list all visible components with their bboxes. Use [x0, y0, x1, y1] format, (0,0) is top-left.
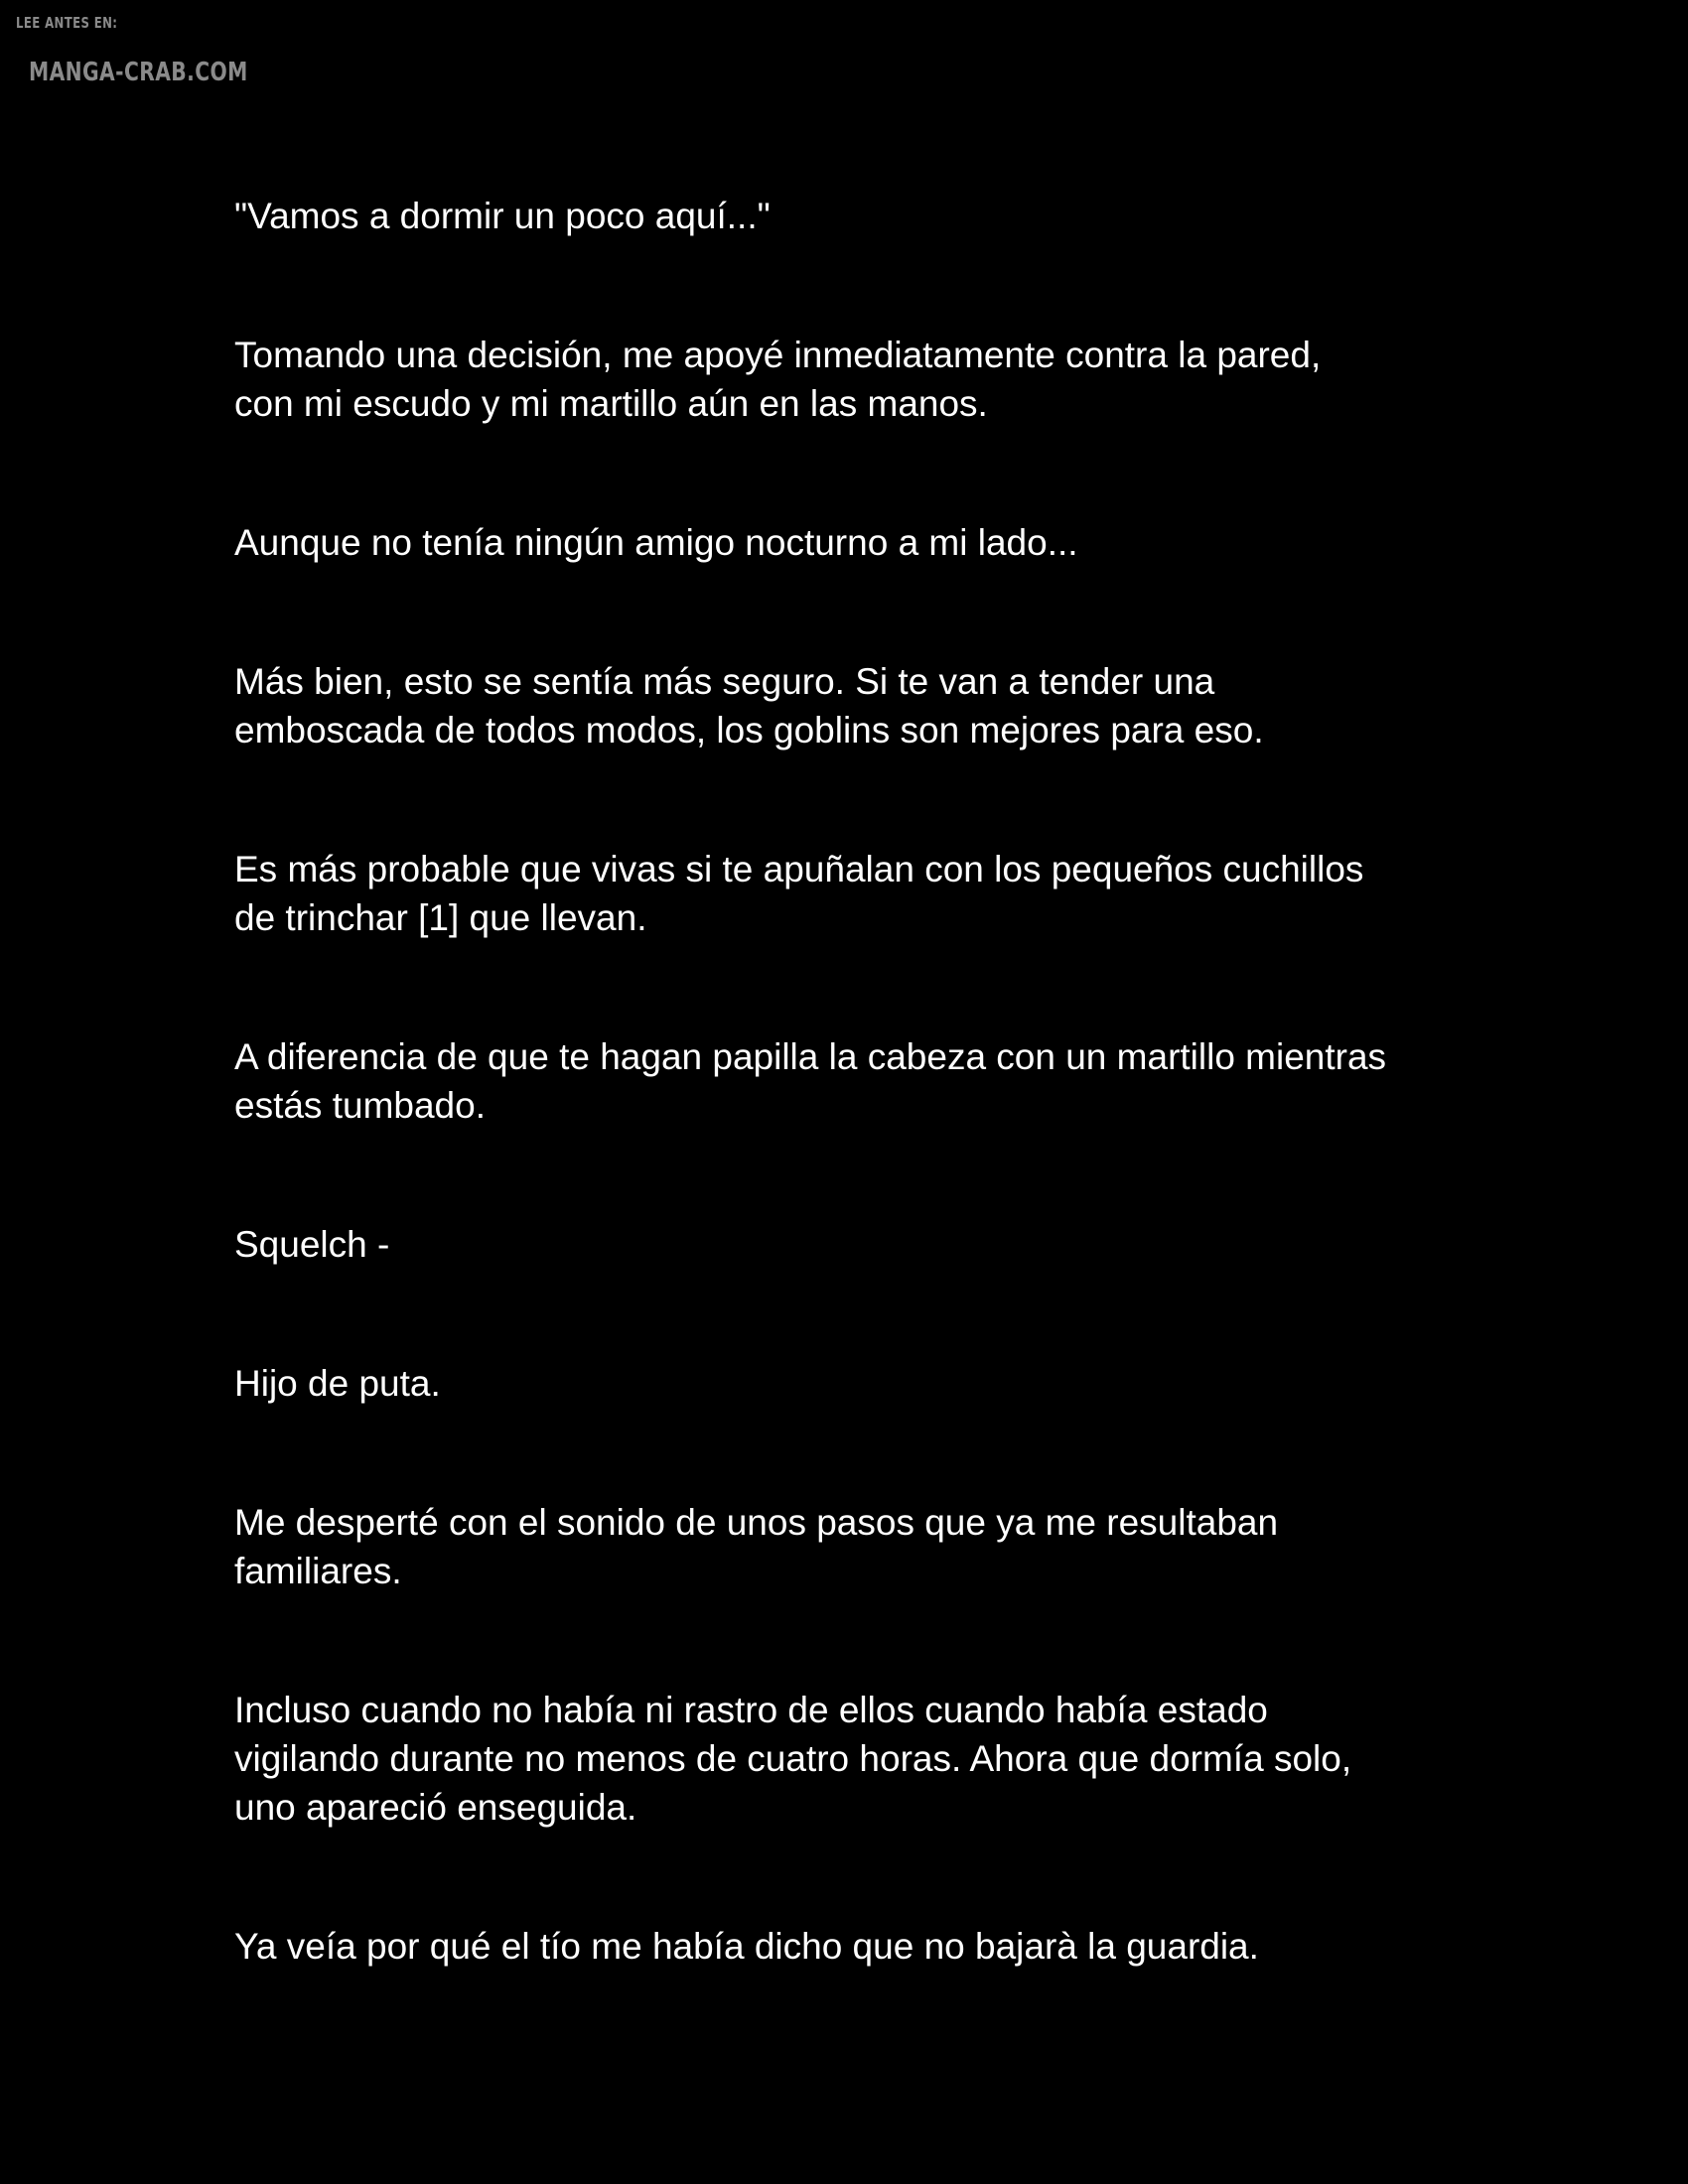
text-line: Squelch - [234, 1224, 390, 1265]
text-line: uno apareció enseguida. [234, 1787, 637, 1828]
paragraph [234, 1359, 1485, 1408]
paragraph [234, 1032, 1485, 1130]
paragraph [234, 1220, 1485, 1269]
text-line: de trinchar [1] que llevan. [234, 897, 647, 938]
text-line: vigilando durante no menos de cuatro horas. Ahora que dormía solo, [234, 1738, 1352, 1779]
text-line: estás tumbado. [234, 1085, 486, 1126]
paragraph [234, 1686, 1485, 1832]
text-line: con mi escudo y mi martillo aún en las manos. [234, 383, 988, 424]
text-line: Incluso cuando no había ni rastro de ellos cuando había estado [234, 1690, 1268, 1730]
text-line: Aunque no tenía ningún amigo nocturno a mi lado... [234, 522, 1078, 563]
paragraph [234, 1922, 1485, 1971]
text-line: familiares. [234, 1551, 402, 1591]
text-line: Más bien, esto se sentía más seguro. Si te van a tender una [234, 661, 1215, 702]
text-line: emboscada de todos modos, los goblins son mejores para eso. [234, 710, 1264, 751]
watermark-site: MANGA-CRAB.COM [29, 58, 248, 87]
paragraph [234, 518, 1485, 567]
paragraph [234, 845, 1485, 942]
paragraph [234, 192, 1485, 240]
text-line: A diferencia de que te hagan papilla la cabeza con un martillo mientras [234, 1036, 1387, 1077]
text-line: Ya veía por qué el tío me había dicho que no bajarà la guardia. [234, 1926, 1259, 1967]
story-text [234, 192, 1485, 2061]
paragraph [234, 657, 1485, 754]
text-line: Me desperté con el sonido de unos pasos que ya me resultaban [234, 1502, 1279, 1543]
text-line: Tomando una decisión, me apoyé inmediatamente contra la pared, [234, 335, 1322, 375]
text-line: Hijo de puta. [234, 1363, 441, 1404]
paragraph [234, 331, 1485, 428]
text-line: "Vamos a dormir un poco aquí..." [234, 196, 771, 236]
text-line: Es más probable que vivas si te apuñalan con los pequeños cuchillos [234, 849, 1364, 889]
paragraph [234, 1498, 1485, 1595]
watermark [16, 14, 310, 87]
watermark-prefix: LEE ANTES EN: [16, 14, 118, 32]
